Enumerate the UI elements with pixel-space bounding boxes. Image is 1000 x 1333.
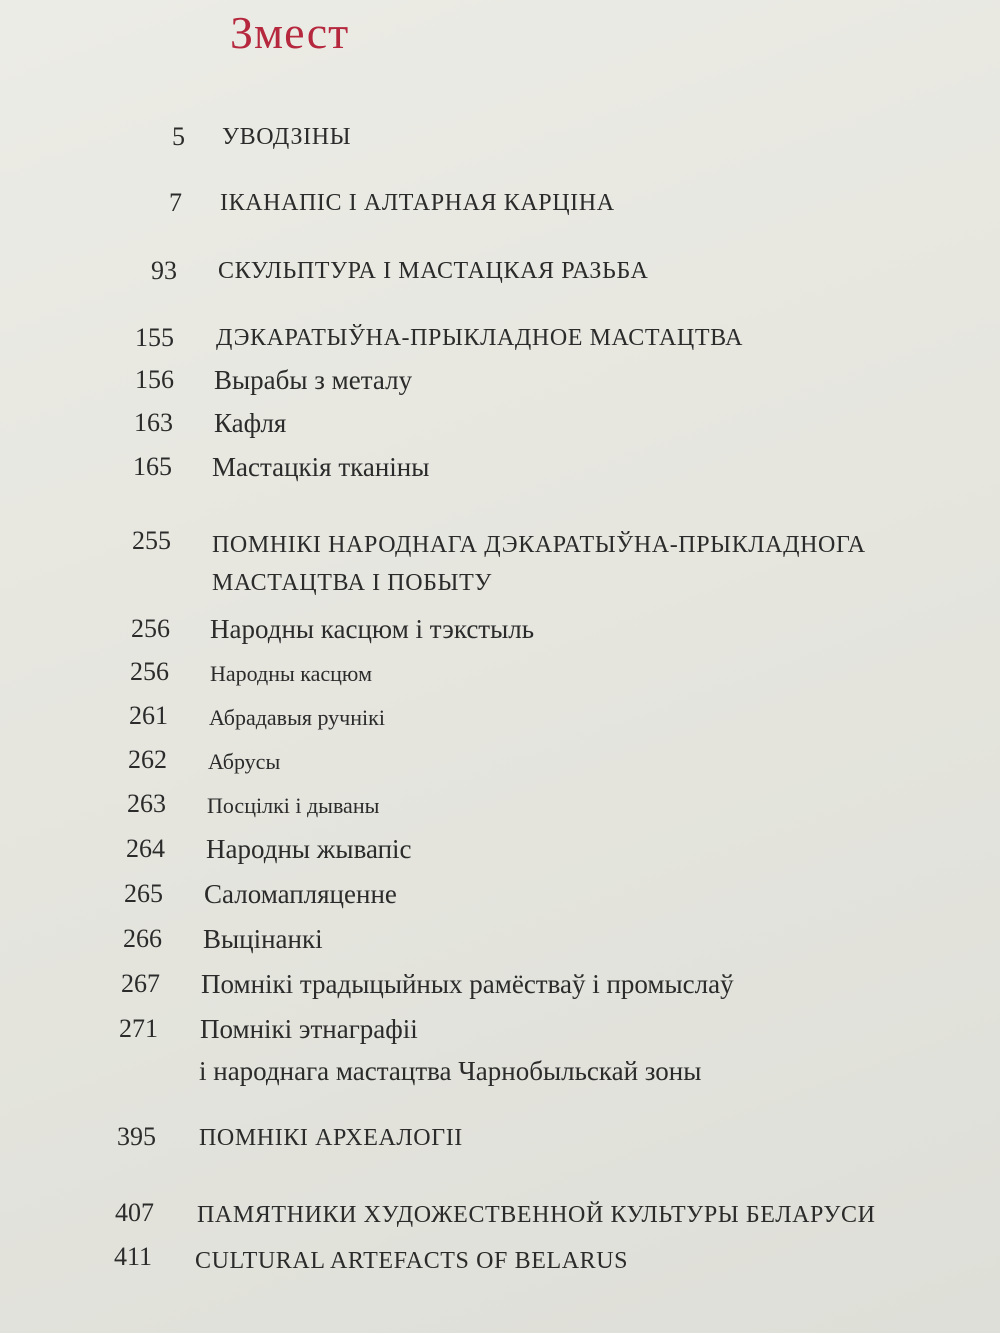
toc-page-number: 262 (128, 745, 167, 774)
toc-entry-title: Саломапляценне (204, 879, 397, 909)
toc-entry-title: Абрусы (208, 749, 281, 774)
toc-entry-title: Помнікі этнаграфіі (200, 1014, 418, 1044)
toc-entry-title: ДЭКАРАТЫЎНА-ПРЫКЛАДНОЕ МАСТАЦТВА (216, 325, 744, 351)
toc-entry-title: Народны жывапіс (206, 834, 412, 864)
toc-entry-title: Выцінанкі (203, 924, 323, 954)
toc-entry-title-continued: МАСТАЦТВА І ПОБЫТУ (212, 570, 492, 596)
toc-page-number: 156 (135, 365, 174, 394)
toc-entry-title: СКУЛЬПТУРА І МАСТАЦКАЯ РАЗЬБА (218, 258, 649, 284)
toc-page-number: 407 (115, 1198, 154, 1227)
toc-page-number: 165 (133, 452, 172, 481)
toc-page-number: 7 (169, 188, 182, 217)
toc-page-number: 263 (127, 789, 166, 818)
toc-entry-title: Вырабы з металу (214, 365, 413, 395)
toc-page-number: 256 (131, 614, 170, 643)
toc-page-number: 93 (151, 256, 177, 285)
toc-page-number: 261 (129, 701, 168, 730)
toc-page-number: 256 (130, 657, 169, 686)
toc-entry-title: ПОМНІКІ АРХЕАЛОГІІ (199, 1125, 463, 1151)
toc-entry-title: УВОДЗІНЫ (222, 124, 352, 150)
toc-page-number: 5 (172, 122, 185, 151)
toc-entry-title: ПОМНІКІ НАРОДНАГА ДЭКАРАТЫЎНА-ПРЫКЛАДНОГА (212, 532, 866, 558)
toc-page-number: 266 (123, 924, 162, 953)
toc-entry-title: Абрадавыя ручнікі (209, 705, 385, 730)
toc-page-number: 271 (119, 1014, 158, 1043)
toc-entry-title: Посцілкі і дываны (207, 793, 380, 818)
toc-entry-title: Помнікі традыцыйных рамёстваў і промыслаў (201, 969, 734, 999)
toc-page-number: 264 (126, 834, 165, 863)
toc-page-number: 163 (134, 408, 173, 437)
toc-entry-title: ПАМЯТНИКИ ХУДОЖЕСТВЕННОЙ КУЛЬТУРЫ БЕЛАРУСИ (197, 1202, 876, 1228)
toc-entry-title: Народны касцюм (210, 661, 372, 686)
toc-entry-title: Кафля (214, 408, 287, 438)
toc-entry-title: ІКАНАПІС І АЛТАРНАЯ КАРЦІНА (220, 190, 615, 216)
toc-page-number: 255 (132, 526, 171, 555)
toc-page-number: 155 (135, 323, 174, 352)
page-title: Змест (230, 7, 350, 58)
toc-entry-title: Народны касцюм і тэкстыль (210, 614, 535, 644)
toc-entry-title-continued: і народнага мастацтва Чарнобыльскай зоны (199, 1056, 702, 1086)
toc-entry-title: Мастацкія тканіны (212, 452, 430, 482)
toc-page-number: 395 (117, 1122, 156, 1151)
toc-entry-title: CULTURAL ARTEFACTS OF BELARUS (195, 1248, 629, 1274)
toc-page-number: 411 (113, 1242, 152, 1271)
toc-page-number: 267 (121, 969, 160, 998)
toc-page-number: 265 (124, 879, 163, 908)
